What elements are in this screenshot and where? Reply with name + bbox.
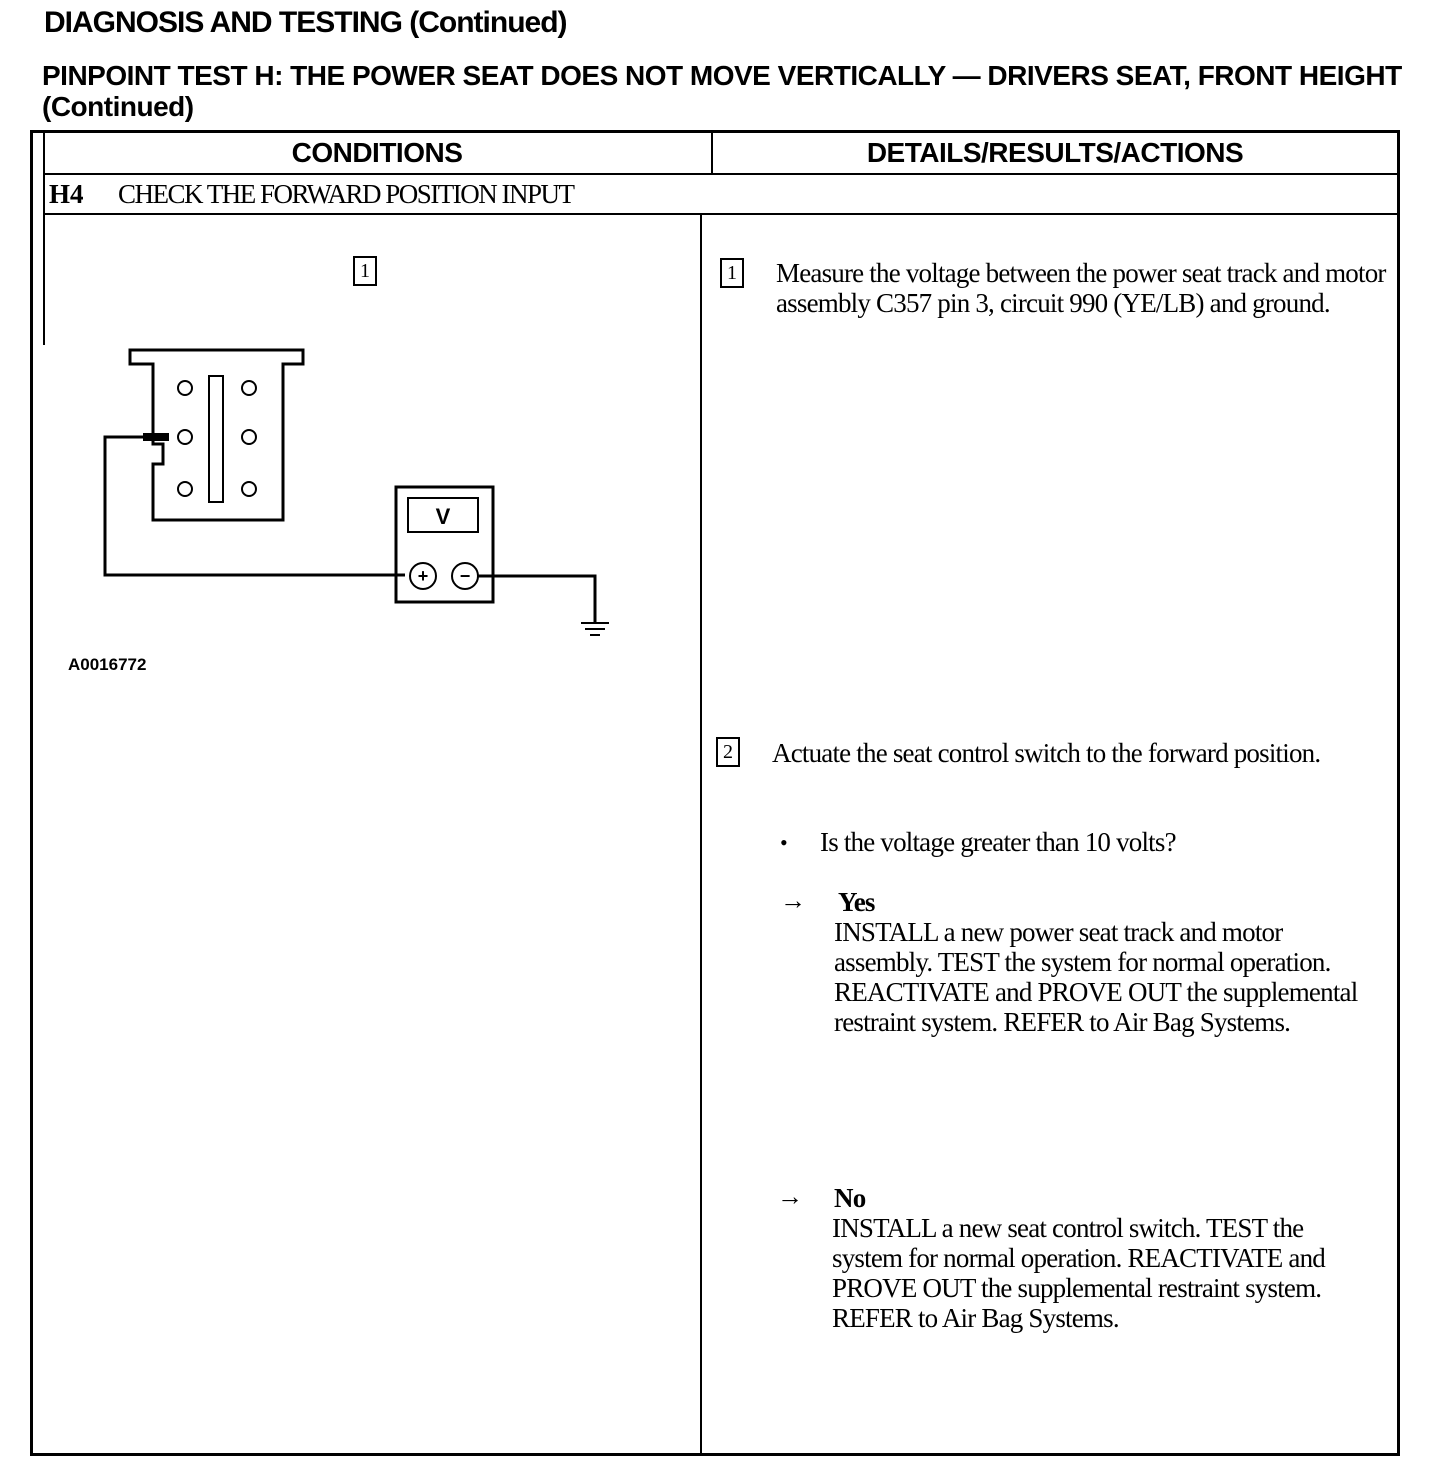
pinpoint-test-title: PINPOINT TEST H: THE POWER SEAT DOES NOT MOVE VERTICALLY — DRIVERS SEAT, FRONT HEIGHT (Continued) <box>42 60 1402 122</box>
no-label: No <box>834 1183 866 1213</box>
yes-action-text: INSTALL a new power seat track and motor assembly. TEST the system for normal operation. REACTIVATE and PROVE OUT the supplemental restraint system. REFER to Air Bag Systems. <box>834 917 1358 1037</box>
connector-pin <box>242 381 256 395</box>
probe-tip <box>143 433 169 441</box>
figure-step-number: 1 <box>353 256 377 286</box>
step-1-text: Measure the voltage between the power seat track and motor assembly C357 pin 3, circuit 990 (YE/LB) and ground. <box>776 258 1386 318</box>
bullet-icon: • <box>780 830 788 855</box>
connector-pin-3 <box>178 430 192 444</box>
no-action-text: INSTALL a new seat control switch. TEST the system for normal operation. REACTIVATE and PROVE OUT the supplemental restraint system. REFER to Air Bag Systems. <box>832 1213 1326 1333</box>
step-title: CHECK THE FORWARD POSITION INPUT <box>118 179 574 209</box>
column-divider <box>700 215 702 1455</box>
connector-key <box>209 376 223 502</box>
step-2-text: Actuate the seat control switch to the forward position. <box>772 738 1321 768</box>
ground-lead <box>478 576 595 622</box>
page-title: DIAGNOSIS AND TESTING (Continued) <box>44 6 567 39</box>
connector-pins <box>178 381 256 496</box>
voltmeter-connection-diagram <box>95 340 625 650</box>
step-2-number: 2 <box>716 737 740 767</box>
connector-pin <box>178 381 192 395</box>
connector-pin <box>242 430 256 444</box>
column-header-details: DETAILS/RESULTS/ACTIONS <box>713 133 1397 175</box>
yes-label: Yes <box>838 887 875 917</box>
connector-pin <box>178 482 192 496</box>
connector-pin <box>242 482 256 496</box>
question-text: Is the voltage greater than 10 volts? <box>820 827 1176 857</box>
figure-id: A0016772 <box>68 655 147 674</box>
negative-terminal-sign: − <box>459 566 471 586</box>
step-row <box>43 175 1397 215</box>
ground-symbol <box>581 623 609 635</box>
voltmeter-unit-label: V <box>435 504 451 529</box>
column-header-conditions: CONDITIONS <box>43 133 713 175</box>
table-frame-left <box>43 133 45 345</box>
step-id: H4 <box>49 179 84 209</box>
positive-lead <box>105 437 405 575</box>
step-1-number: 1 <box>720 258 744 288</box>
positive-terminal-sign: + <box>417 566 429 586</box>
arrow-right-icon: → <box>777 1182 803 1211</box>
arrow-right-icon: → <box>780 886 806 915</box>
